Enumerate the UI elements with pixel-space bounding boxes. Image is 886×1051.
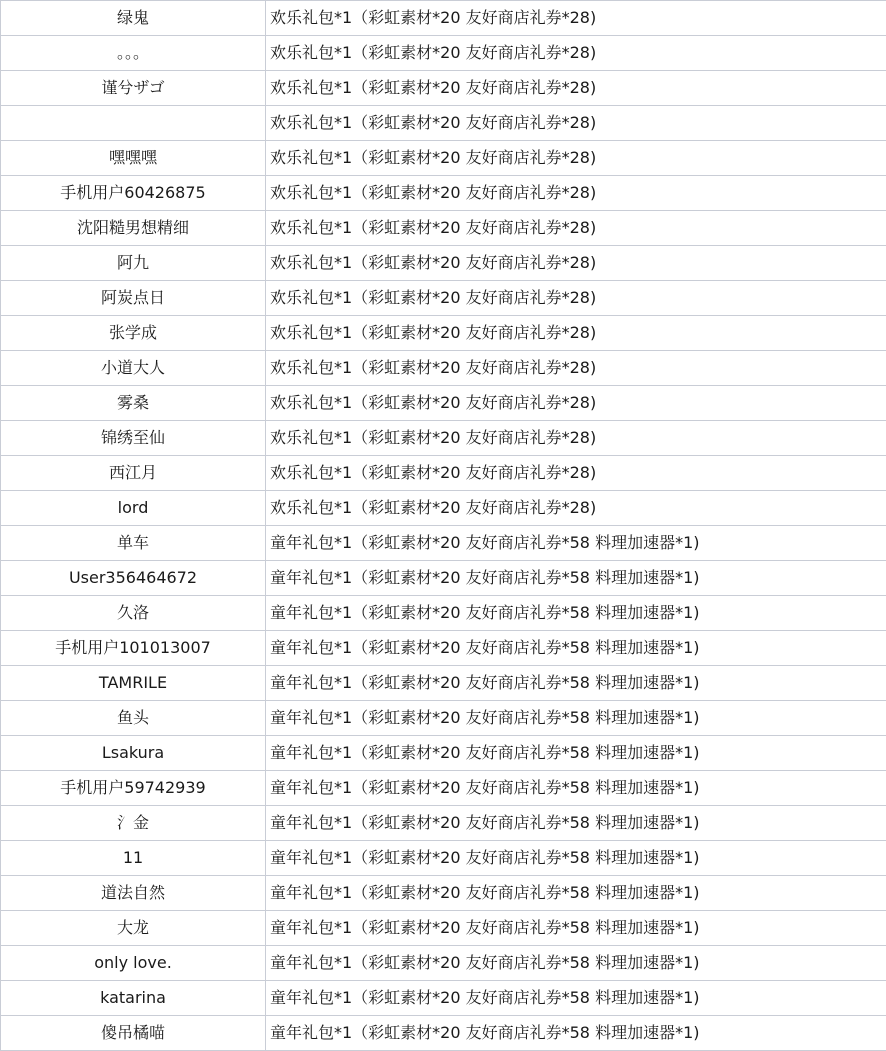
table-row xyxy=(1,596,886,631)
player-name-cell: 手机用户60426875 xyxy=(1,176,266,211)
reward-cell: 欢乐礼包*1（彩虹素材*20 友好商店礼券*28) xyxy=(266,456,886,491)
table-row xyxy=(1,946,886,981)
table-row xyxy=(1,246,886,281)
reward-cell: 童年礼包*1（彩虹素材*20 友好商店礼券*58 料理加速器*1) xyxy=(266,876,886,911)
reward-cell: 童年礼包*1（彩虹素材*20 友好商店礼券*58 料理加速器*1) xyxy=(266,981,886,1016)
player-name-cell: katarina xyxy=(1,981,266,1016)
table-row xyxy=(1,806,886,841)
table-body xyxy=(1,1,886,1051)
player-name-cell: 嘿嘿嘿 xyxy=(1,141,266,176)
table-row xyxy=(1,526,886,561)
reward-cell: 欢乐礼包*1（彩虹素材*20 友好商店礼券*28) xyxy=(266,351,886,386)
player-name-cell: 阿九 xyxy=(1,246,266,281)
player-name-cell: 绿鬼 xyxy=(1,1,266,36)
table-row xyxy=(1,386,886,421)
table-row xyxy=(1,281,886,316)
reward-cell: 童年礼包*1（彩虹素材*20 友好商店礼券*58 料理加速器*1) xyxy=(266,1016,886,1051)
player-name-cell: Lsakura xyxy=(1,736,266,771)
reward-cell: 童年礼包*1（彩虹素材*20 友好商店礼券*58 料理加速器*1) xyxy=(266,666,886,701)
player-name-cell: 西江月 xyxy=(1,456,266,491)
table-row xyxy=(1,106,886,141)
player-name-cell: 手机用户59742939 xyxy=(1,771,266,806)
reward-cell: 童年礼包*1（彩虹素材*20 友好商店礼券*58 料理加速器*1) xyxy=(266,806,886,841)
reward-cell: 童年礼包*1（彩虹素材*20 友好商店礼券*58 料理加速器*1) xyxy=(266,771,886,806)
table-row xyxy=(1,456,886,491)
reward-cell: 欢乐礼包*1（彩虹素材*20 友好商店礼券*28) xyxy=(266,316,886,351)
table-row xyxy=(1,1,886,36)
table-row xyxy=(1,36,886,71)
table-row xyxy=(1,981,886,1016)
reward-cell: 欢乐礼包*1（彩虹素材*20 友好商店礼券*28) xyxy=(266,71,886,106)
player-name-cell: only love. xyxy=(1,946,266,981)
table-row xyxy=(1,701,886,736)
reward-cell: 欢乐礼包*1（彩虹素材*20 友好商店礼券*28) xyxy=(266,386,886,421)
reward-cell: 童年礼包*1（彩虹素材*20 友好商店礼券*58 料理加速器*1) xyxy=(266,526,886,561)
player-name-cell: 单车 xyxy=(1,526,266,561)
player-name-cell: 小道大人 xyxy=(1,351,266,386)
table-row xyxy=(1,176,886,211)
reward-cell: 欢乐礼包*1（彩虹素材*20 友好商店礼券*28) xyxy=(266,141,886,176)
reward-cell: 欢乐礼包*1（彩虹素材*20 友好商店礼券*28) xyxy=(266,246,886,281)
reward-cell: 欢乐礼包*1（彩虹素材*20 友好商店礼券*28) xyxy=(266,176,886,211)
reward-cell: 欢乐礼包*1（彩虹素材*20 友好商店礼券*28) xyxy=(266,281,886,316)
reward-cell: 童年礼包*1（彩虹素材*20 友好商店礼券*58 料理加速器*1) xyxy=(266,596,886,631)
player-name-cell: lord xyxy=(1,491,266,526)
reward-cell: 童年礼包*1（彩虹素材*20 友好商店礼券*58 料理加速器*1) xyxy=(266,561,886,596)
reward-cell: 童年礼包*1（彩虹素材*20 友好商店礼券*58 料理加速器*1) xyxy=(266,701,886,736)
table-row xyxy=(1,561,886,596)
reward-cell: 童年礼包*1（彩虹素材*20 友好商店礼券*58 料理加速器*1) xyxy=(266,631,886,666)
table-row xyxy=(1,736,886,771)
player-name-cell: 久洛 xyxy=(1,596,266,631)
player-name-cell: 大龙 xyxy=(1,911,266,946)
player-name-cell: 手机用户101013007 xyxy=(1,631,266,666)
table-row xyxy=(1,876,886,911)
table-row xyxy=(1,141,886,176)
reward-cell: 欢乐礼包*1（彩虹素材*20 友好商店礼券*28) xyxy=(266,106,886,141)
reward-cell: 童年礼包*1（彩虹素材*20 友好商店礼券*58 料理加速器*1) xyxy=(266,841,886,876)
reward-cell: 欢乐礼包*1（彩虹素材*20 友好商店礼券*28) xyxy=(266,491,886,526)
reward-cell: 童年礼包*1（彩虹素材*20 友好商店礼券*58 料理加速器*1) xyxy=(266,946,886,981)
player-name-cell: 11 xyxy=(1,841,266,876)
player-name-cell: 雾桑 xyxy=(1,386,266,421)
table-row xyxy=(1,841,886,876)
table-row xyxy=(1,911,886,946)
table-row xyxy=(1,316,886,351)
table-row xyxy=(1,631,886,666)
table-row xyxy=(1,71,886,106)
reward-cell: 童年礼包*1（彩虹素材*20 友好商店礼券*58 料理加速器*1) xyxy=(266,736,886,771)
table-row xyxy=(1,491,886,526)
table-row xyxy=(1,666,886,701)
table-row xyxy=(1,211,886,246)
reward-cell: 欢乐礼包*1（彩虹素材*20 友好商店礼券*28) xyxy=(266,421,886,456)
table-row xyxy=(1,421,886,456)
reward-cell: 欢乐礼包*1（彩虹素材*20 友好商店礼券*28) xyxy=(266,1,886,36)
player-name-cell: 傻吊橘喵 xyxy=(1,1016,266,1051)
reward-cell: 欢乐礼包*1（彩虹素材*20 友好商店礼券*28) xyxy=(266,211,886,246)
player-name-cell: 鱼头 xyxy=(1,701,266,736)
player-name-cell xyxy=(1,106,266,141)
player-name-cell: 氵金 xyxy=(1,806,266,841)
player-name-cell: User356464672 xyxy=(1,561,266,596)
player-name-cell: TAMRILE xyxy=(1,666,266,701)
player-name-cell: 道法自然 xyxy=(1,876,266,911)
player-name-cell: 锦绣至仙 xyxy=(1,421,266,456)
player-name-cell: 沈阳糙男想精细 xyxy=(1,211,266,246)
player-name-cell: 张学成 xyxy=(1,316,266,351)
table-row xyxy=(1,771,886,806)
reward-cell: 欢乐礼包*1（彩虹素材*20 友好商店礼券*28) xyxy=(266,36,886,71)
table-row xyxy=(1,1016,886,1051)
player-name-cell: 阿炭点日 xyxy=(1,281,266,316)
table-row xyxy=(1,351,886,386)
player-name-cell: 谨兮ザゴ xyxy=(1,71,266,106)
player-name-cell: 。。。 xyxy=(1,36,266,71)
reward-cell: 童年礼包*1（彩虹素材*20 友好商店礼券*58 料理加速器*1) xyxy=(266,911,886,946)
